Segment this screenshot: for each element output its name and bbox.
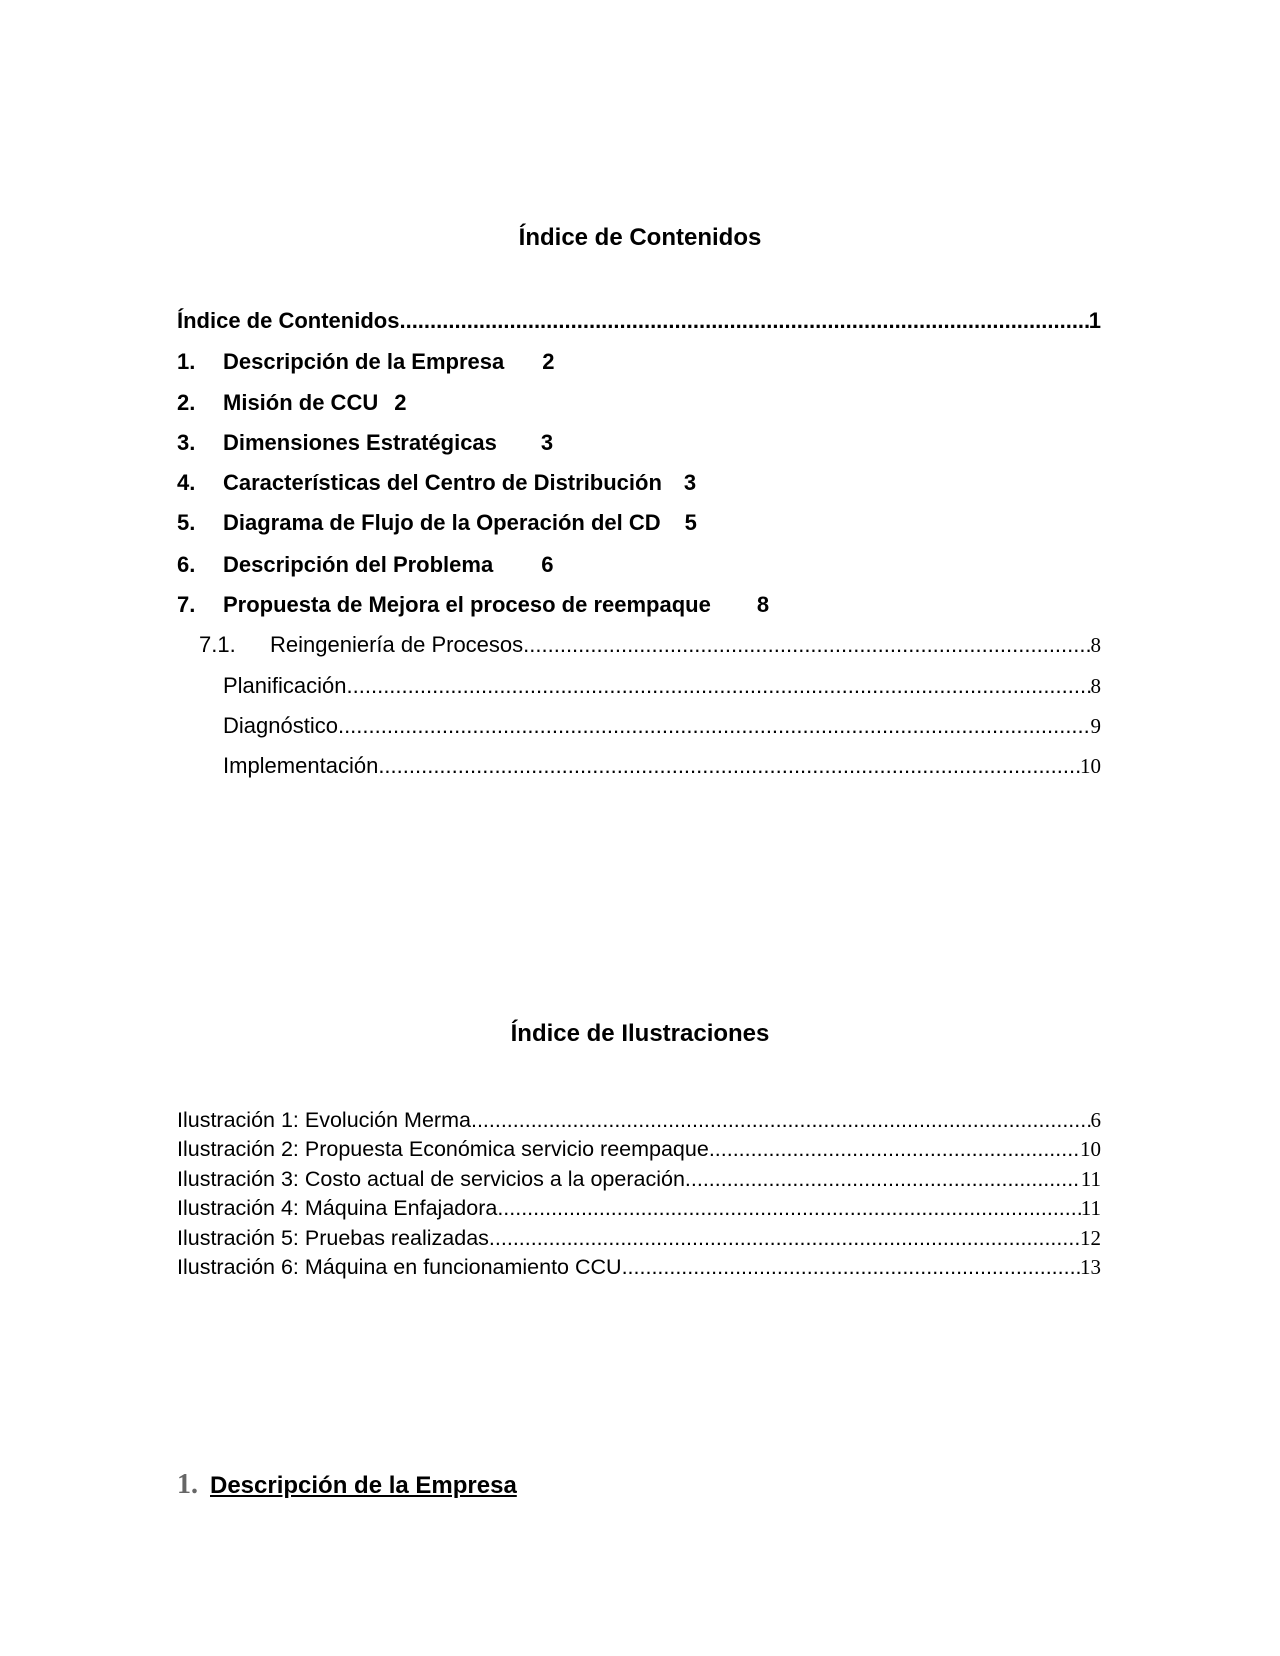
illustration-entry-text: Ilustración 4: Máquina Enfajadora xyxy=(177,1196,498,1220)
illustration-entry[interactable] xyxy=(177,1135,1101,1163)
toc-entry-page: 3 xyxy=(540,430,554,455)
dot-leader xyxy=(685,1165,1081,1193)
illustration-entry[interactable] xyxy=(177,1253,1101,1281)
toc-entry[interactable] xyxy=(177,306,1101,336)
toc-entry-text: Descripción del Problema xyxy=(223,552,494,577)
toc-entry[interactable] xyxy=(177,468,1101,498)
section-heading xyxy=(177,1468,517,1502)
toc-entry[interactable] xyxy=(177,428,1101,458)
dot-leader xyxy=(338,711,1091,741)
dot-leader xyxy=(489,1224,1080,1252)
toc-entry-text: Implementación xyxy=(223,753,379,778)
toc-entry-text: Índice de Contenidos xyxy=(177,308,400,333)
toc-entry-number: 6. xyxy=(177,552,196,577)
toc-entry-page: 8 xyxy=(756,592,770,617)
dot-leader xyxy=(497,1194,1080,1222)
toc-entry-page: 2 xyxy=(394,390,407,415)
toc-entry[interactable] xyxy=(177,508,1101,538)
toc-entry-number: 3. xyxy=(177,430,196,455)
toc-entry-text: Diagrama de Flujo de la Operación del CD xyxy=(223,510,661,535)
dot-leader xyxy=(523,630,1090,660)
illustration-entry-page: 6 xyxy=(1090,1108,1101,1132)
toc-entry-text: Planificación xyxy=(223,673,347,698)
toc-entry[interactable] xyxy=(177,711,1101,741)
toc-entry[interactable] xyxy=(177,630,1101,660)
toc-entry-number: 2. xyxy=(177,390,196,415)
illustrations-title: Índice de Ilustraciones xyxy=(510,1020,770,1047)
toc-entry-page: 3 xyxy=(683,470,697,495)
toc-entry-page: 8 xyxy=(1090,674,1101,698)
illustration-entry-page: 13 xyxy=(1080,1255,1101,1279)
toc-entry-page: 5 xyxy=(684,510,697,535)
illustration-entry[interactable] xyxy=(177,1165,1101,1193)
toc-entry-page: 2 xyxy=(542,349,555,374)
toc-entry-text: Dimensiones Estratégicas xyxy=(223,430,497,455)
toc-entry-text: Diagnóstico xyxy=(223,713,338,738)
toc-entry[interactable] xyxy=(177,347,1101,377)
illustration-entry-page: 11 xyxy=(1080,1167,1101,1191)
toc-entry-text: Características del Centro de Distribución xyxy=(223,470,662,495)
dot-leader xyxy=(347,671,1091,701)
toc-entry-number: 7.1. xyxy=(199,632,236,657)
illustration-entry-text: Ilustración 1: Evolución Merma xyxy=(177,1108,471,1132)
illustration-entry-text: Ilustración 5: Pruebas realizadas xyxy=(177,1226,489,1250)
illustration-entry-text: Ilustración 2: Propuesta Económica servicio reempaque xyxy=(177,1137,709,1161)
toc-entry[interactable] xyxy=(177,550,1101,580)
toc-entry[interactable] xyxy=(177,388,1101,418)
toc-entry-page: 9 xyxy=(1090,714,1101,738)
section-number: 1. xyxy=(177,1469,198,1500)
toc-entry-page: 1 xyxy=(1088,308,1101,333)
toc-entry-text: Descripción de la Empresa xyxy=(223,349,505,374)
illustration-entry-page: 12 xyxy=(1080,1226,1101,1250)
illustration-entry[interactable] xyxy=(177,1194,1101,1222)
illustration-entry[interactable] xyxy=(177,1224,1101,1252)
toc-entry-number: 4. xyxy=(177,470,196,495)
toc-entry-number: 5. xyxy=(177,510,196,535)
dot-leader xyxy=(378,751,1080,781)
illustration-entry-text: Ilustración 6: Máquina en funcionamiento CCU xyxy=(177,1255,622,1279)
toc-entry-page: 10 xyxy=(1080,754,1101,778)
toc-entry-number: 7. xyxy=(177,592,196,617)
toc-entry[interactable] xyxy=(177,751,1101,781)
illustration-entry-page: 11 xyxy=(1080,1196,1101,1220)
toc-entry[interactable] xyxy=(177,671,1101,701)
illustration-entry[interactable] xyxy=(177,1106,1101,1134)
toc-entry-page: 8 xyxy=(1090,633,1101,657)
dot-leader xyxy=(622,1253,1080,1281)
toc-entry-text: Reingeniería de Procesos xyxy=(270,632,524,657)
illustration-entry-page: 10 xyxy=(1080,1137,1101,1161)
toc-entry-text: Misión de CCU xyxy=(223,390,379,415)
toc-entry-number: 1. xyxy=(177,349,196,374)
dot-leader xyxy=(399,306,1088,336)
toc-entry-page: 6 xyxy=(541,552,554,577)
dot-leader xyxy=(709,1135,1080,1163)
toc-title: Índice de Contenidos xyxy=(518,224,762,251)
illustration-entry-text: Ilustración 3: Costo actual de servicios a la operación xyxy=(177,1167,685,1191)
section-title: Descripción de la Empresa xyxy=(210,1472,517,1499)
dot-leader xyxy=(471,1106,1091,1134)
toc-entry-text: Propuesta de Mejora el proceso de reempaque xyxy=(223,592,711,617)
toc-entry[interactable] xyxy=(177,590,1101,620)
